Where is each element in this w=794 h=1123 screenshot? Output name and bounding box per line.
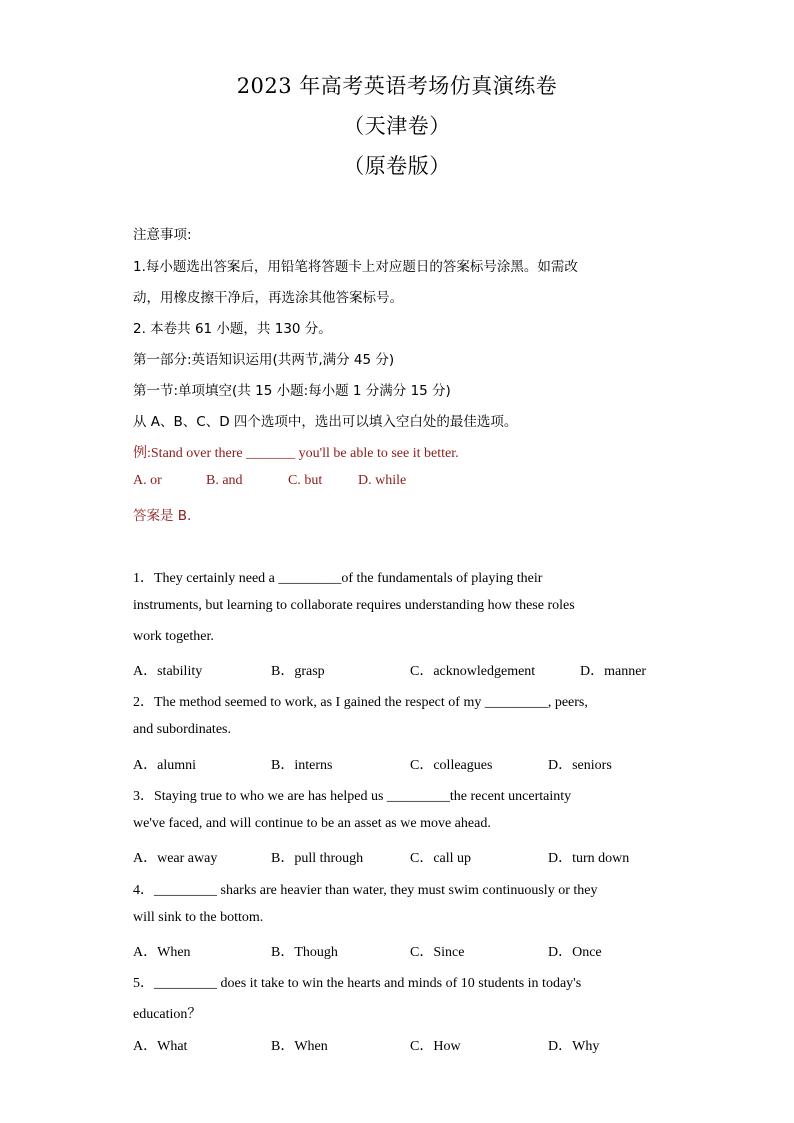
question-2-option-a: A．alumni xyxy=(133,758,196,773)
exam-region: （天津卷） xyxy=(343,114,451,138)
question-5-line-2: education？ xyxy=(133,1007,202,1022)
example-option-a: A. or xyxy=(133,473,162,488)
question-5-option-b: B．When xyxy=(271,1039,328,1054)
question-2-line-2: and subordinates. xyxy=(133,722,231,737)
note-item-2: 2. 本卷共 61 小题，共 130 分。 xyxy=(133,321,332,337)
note-item-1b: 动，用橡皮擦干净后，再选涂其他答案标号。 xyxy=(133,290,403,306)
part-1-heading: 第一部分:英语知识运用(共两节,满分 45 分) xyxy=(133,352,395,368)
question-5-option-d: D．Why xyxy=(548,1039,600,1054)
question-4-option-a: A．When xyxy=(133,945,191,960)
question-2-option-c: C．colleagues xyxy=(410,758,493,773)
question-4-option-b: B．Though xyxy=(271,945,338,960)
question-1-option-d: D．manner xyxy=(580,664,647,679)
section-1-heading: 第一节:单项填空(共 15 小题:每小题 1 分满分 15 分) xyxy=(133,383,451,399)
question-4-option-c: C．Since xyxy=(410,945,465,960)
question-1-line-2: instruments, but learning to collaborate requires understanding how these roles xyxy=(133,598,575,613)
example-answer: 答案是 B. xyxy=(133,508,192,524)
question-1-line-1: 1．They certainly need a _________of the fundamentals of playing their xyxy=(133,571,543,586)
question-5-line-1: 5．_________ does it take to win the hearts and minds of 10 students in today's xyxy=(133,976,582,991)
question-3-option-c: C．call up xyxy=(410,851,472,866)
example-option-b: B. and xyxy=(206,473,243,488)
question-4-line-2: will sink to the bottom. xyxy=(133,910,264,925)
question-1-option-b: B．grasp xyxy=(271,664,325,679)
notes-heading: 注意事项: xyxy=(133,227,192,243)
question-2-line-1: 2．The method seemed to work, as I gained the respect of my _________, peers, xyxy=(133,695,588,710)
question-1-option-c: C．acknowledgement xyxy=(410,664,536,679)
question-3-option-a: A．wear away xyxy=(133,851,218,866)
exam-title: 2023 年高考英语考场仿真演练卷 xyxy=(236,74,558,98)
question-1-line-3: work together. xyxy=(133,629,214,644)
question-2-option-b: B．interns xyxy=(271,758,333,773)
instructions: 从 A、B、C、D 四个选项中，选出可以填入空白处的最佳选项。 xyxy=(133,414,518,430)
question-5-option-a: A．What xyxy=(133,1039,188,1054)
exam-version: （原卷版） xyxy=(343,154,451,178)
note-item-1a: 1.每小题选出答案后，用铅笔将答题卡上对应题日的答案标号涂黑。如需改 xyxy=(133,259,578,275)
question-4-option-d: D．Once xyxy=(548,945,602,960)
question-4-line-1: 4．_________ sharks are heavier than water, they must swim continuously or they xyxy=(133,883,598,898)
question-2-option-d: D．seniors xyxy=(548,758,612,773)
question-1-option-a: A．stability xyxy=(133,664,203,679)
question-3-option-b: B．pull through xyxy=(271,851,364,866)
example-option-d: D. while xyxy=(358,473,407,488)
question-3-line-1: 3．Staying true to who we are has helped us _________the recent uncertainty xyxy=(133,789,572,804)
question-5-option-c: C．How xyxy=(410,1039,461,1054)
question-3-line-2: we've faced, and will continue to be an asset as we move ahead. xyxy=(133,816,491,831)
example-stem: 例:Stand over there _______ you'll be able to see it better. xyxy=(133,446,459,461)
example-option-c: C. but xyxy=(288,473,323,488)
question-3-option-d: D．turn down xyxy=(548,851,630,866)
